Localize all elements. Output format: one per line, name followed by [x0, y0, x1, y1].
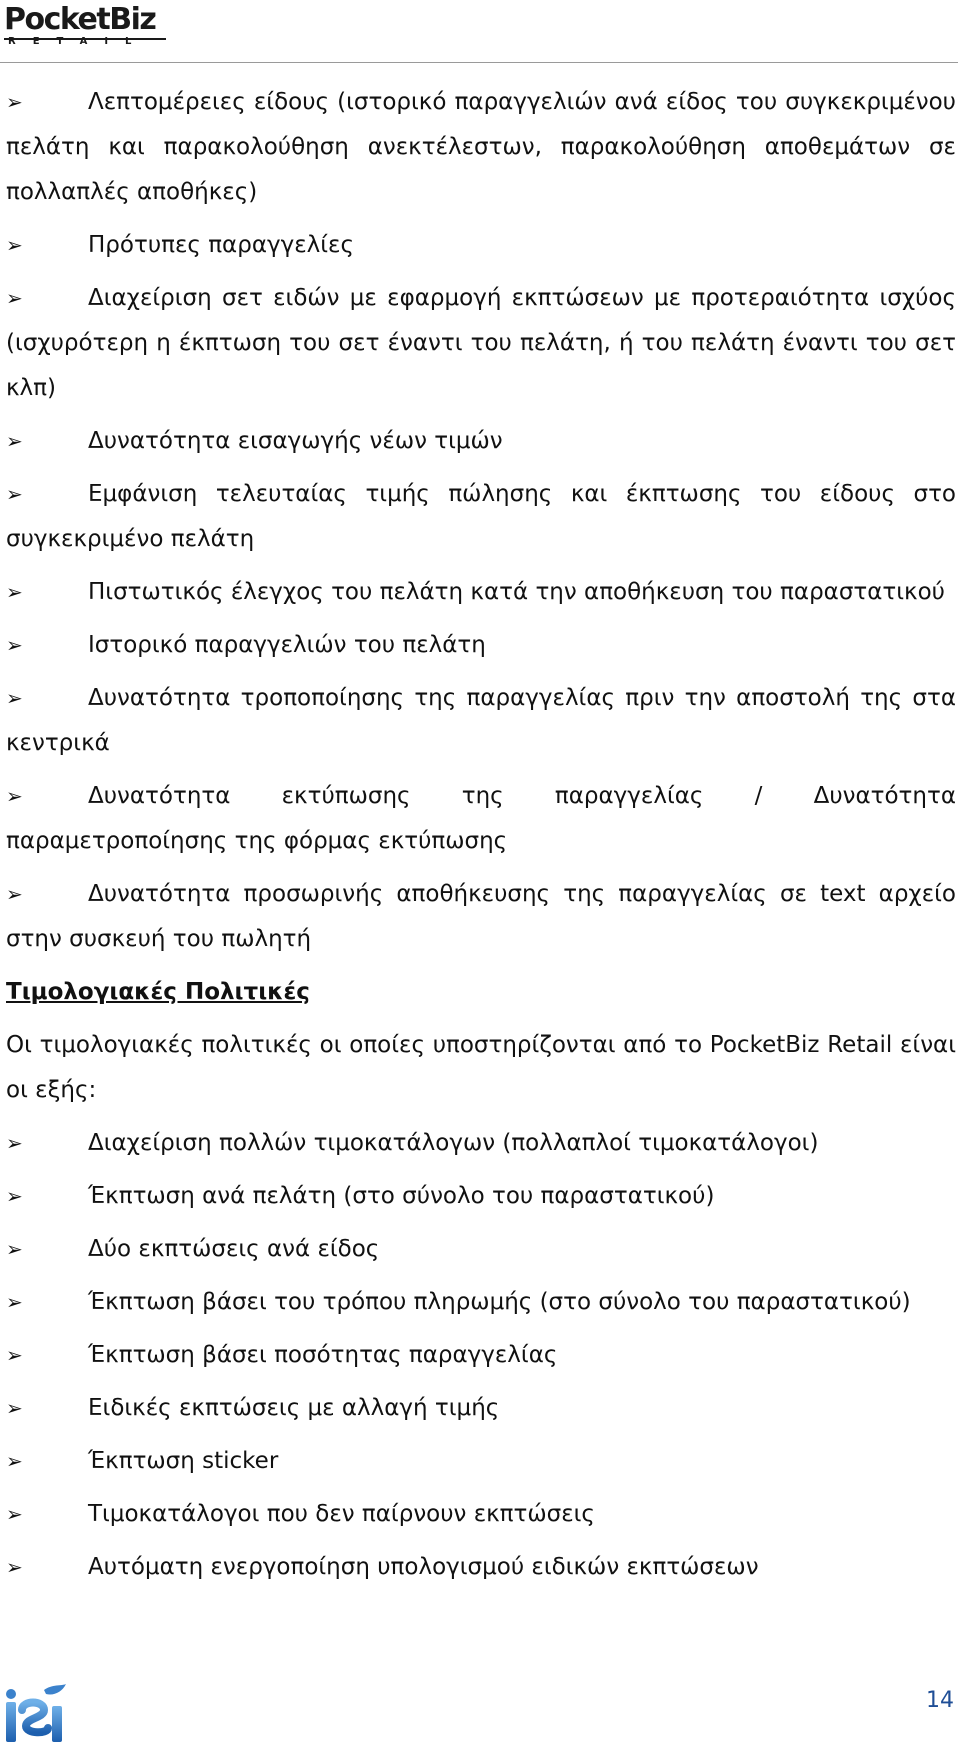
arrow-bullet-icon: ➢	[6, 1184, 23, 1208]
arrow-bullet-icon: ➢	[6, 784, 23, 808]
arrow-bullet-icon: ➢	[6, 686, 23, 710]
list-item: ➢ Ειδικές εκπτώσεις με αλλαγή τιμής	[6, 1386, 956, 1431]
list-item: ➢ Λεπτομέρειες είδους (ιστορικό παραγγελιών ανά είδος του συγκεκριμένου πελάτη και παρακολούθηση ανεκτέλεστων, παρακολούθηση αποθεμάτων σε πολλαπλές αποθήκες)	[6, 80, 956, 215]
list-item: ➢ Δυνατότητα προσωρινής αποθήκευσης της παραγγελίας σε text αρχείο στην συσκευή του πωλητή	[6, 872, 956, 962]
list-item: ➢ Δυνατότητα εισαγωγής νέων τιμών	[6, 419, 956, 464]
arrow-bullet-icon: ➢	[6, 882, 23, 906]
logo-wordmark: PocketBiz	[4, 2, 156, 37]
arrow-bullet-icon: ➢	[6, 1290, 23, 1314]
list-item: ➢ Έκπτωση sticker	[6, 1439, 956, 1484]
arrow-bullet-icon: ➢	[6, 1396, 23, 1420]
list-item: ➢ Πιστωτικός έλεγχος του πελάτη κατά την αποθήκευση του παραστατικού	[6, 570, 956, 615]
arrow-bullet-icon: ➢	[6, 1131, 23, 1155]
list-item: ➢ Έκπτωση ανά πελάτη (στο σύνολο του παραστατικού)	[6, 1174, 956, 1219]
arrow-bullet-icon: ➢	[6, 90, 23, 114]
arrow-bullet-icon: ➢	[6, 429, 23, 453]
list-item: ➢ Δυνατότητα τροποποίησης της παραγγελίας πριν την αποστολή της στα κεντρικά	[6, 676, 956, 766]
page-number: 14	[926, 1688, 954, 1713]
section-heading: Τιμολογιακές Πολιτικές	[6, 979, 310, 1005]
list-item: ➢ Δύο εκπτώσεις ανά είδος	[6, 1227, 956, 1272]
header-divider	[0, 62, 958, 63]
list-item: ➢ Έκπτωση βάσει ποσότητας παραγγελίας	[6, 1333, 956, 1378]
list-item: ➢ Εμφάνιση τελευταίας τιμής πώλησης και έκπτωσης του είδους στο συγκεκριμένο πελάτη	[6, 472, 956, 562]
list-item: ➢ Αυτόματη ενεργοποίηση υπολογισμού ειδικών εκπτώσεων	[6, 1545, 956, 1590]
arrow-bullet-icon: ➢	[6, 233, 23, 257]
pocketbiz-retail-logo	[4, 4, 174, 50]
list-item: ➢ Διαχείριση πολλών τιμοκατάλογων (πολλαπλοί τιμοκατάλογοι)	[6, 1121, 956, 1166]
list-item: ➢ Πρότυπες παραγγελίες	[6, 223, 956, 268]
arrow-bullet-icon: ➢	[6, 580, 23, 604]
isi-logo-icon	[4, 1680, 68, 1744]
arrow-bullet-icon: ➢	[6, 1555, 23, 1579]
bullet-list-features	[6, 80, 956, 962]
list-item: ➢ Έκπτωση βάσει του τρόπου πληρωμής (στο σύνολο του παραστατικού)	[6, 1280, 956, 1325]
arrow-bullet-icon: ➢	[6, 1343, 23, 1367]
arrow-bullet-icon: ➢	[6, 1449, 23, 1473]
bullet-list-pricing	[6, 1121, 956, 1590]
arrow-bullet-icon: ➢	[6, 482, 23, 506]
list-item: ➢ Τιμοκατάλογοι που δεν παίρνουν εκπτώσεις	[6, 1492, 956, 1537]
list-item: ➢ Δυνατότητα εκτύπωσης της παραγγελίας / Δυνατότητα παραμετροποίησης της φόρμας εκτύπωσης	[6, 774, 956, 864]
document-body	[6, 80, 956, 1598]
logo-subtitle: RETAIL	[8, 36, 149, 47]
list-item: ➢ Ιστορικό παραγγελιών του πελάτη	[6, 623, 956, 668]
list-item: ➢ Διαχείριση σετ ειδών με εφαρμογή εκπτώσεων με προτεραιότητα ισχύος (ισχυρότερη η έκπτωση του σετ έναντι του πελάτη, ή του πελάτη έναντι του σετ κλπ)	[6, 276, 956, 411]
page-header	[0, 0, 960, 64]
arrow-bullet-icon: ➢	[6, 286, 23, 310]
section-intro: Οι τιμολογιακές πολιτικές οι οποίες υποστηρίζονται από το PocketBiz Retail είναι οι εξής:	[6, 1032, 956, 1103]
arrow-bullet-icon: ➢	[6, 1237, 23, 1261]
arrow-bullet-icon: ➢	[6, 1502, 23, 1526]
arrow-bullet-icon: ➢	[6, 633, 23, 657]
